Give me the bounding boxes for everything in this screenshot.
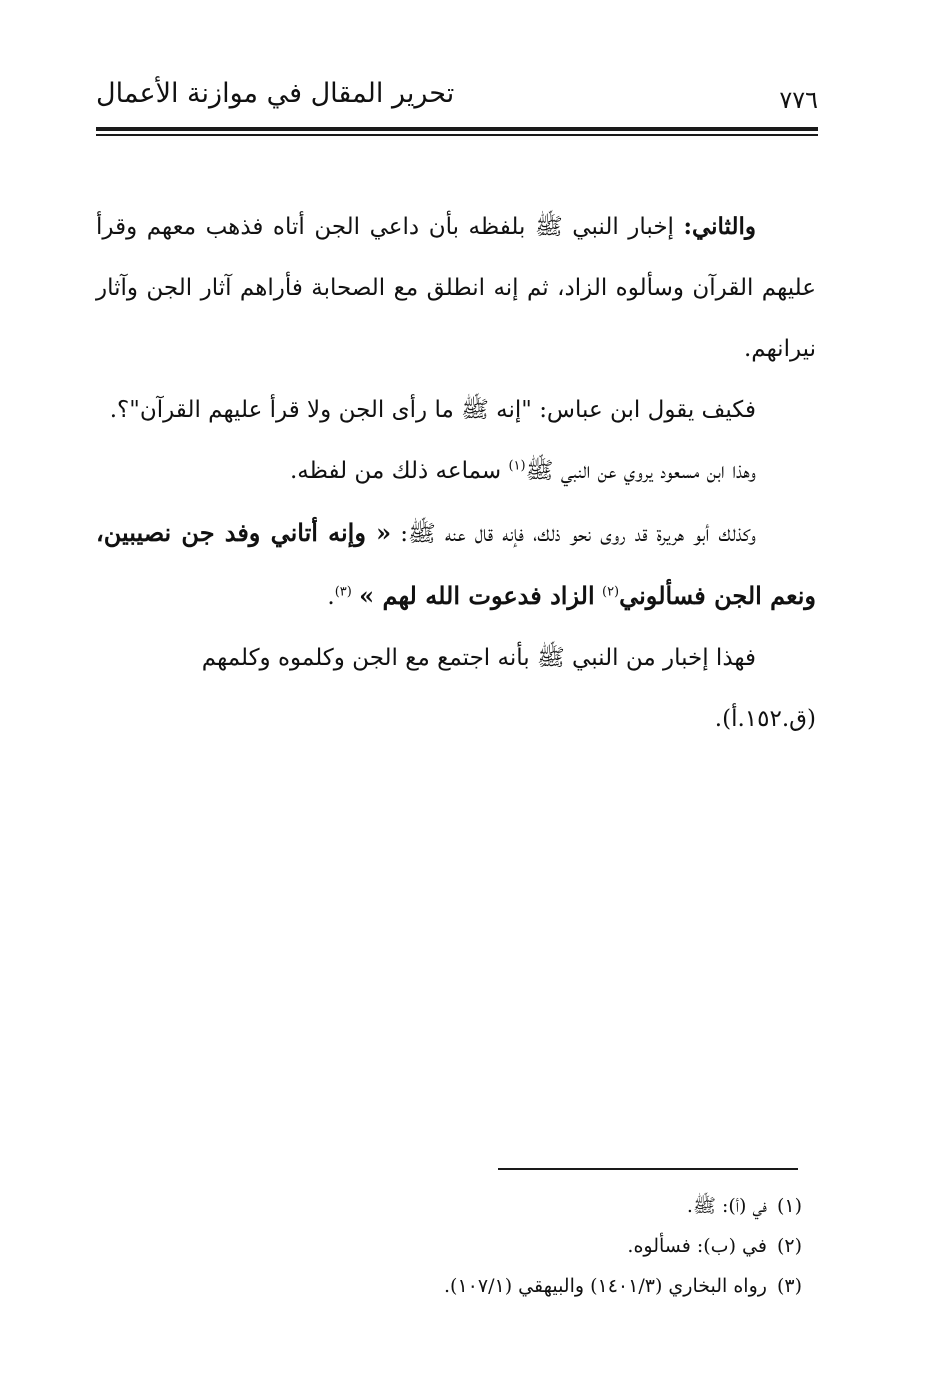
footnote-ref-2[interactable]: (٢) (601, 584, 620, 600)
footnote-2-text: في (ب): فسألوه. (627, 1235, 767, 1257)
footnote-ref-3[interactable]: (٣) (334, 584, 352, 600)
footnote-2-number: (٢) (776, 1235, 802, 1257)
hadith-quote-part-2: الزاد فدعوت الله لهم » (359, 581, 595, 610)
page-number: ٧٧٦ (779, 86, 818, 114)
paragraph-1 (96, 196, 816, 380)
footnote-3-number: (٣) (776, 1275, 802, 1297)
header-rule-thin (96, 134, 818, 136)
footnote-ref-1[interactable]: (١) (508, 458, 526, 474)
paragraph-4 (96, 502, 816, 628)
footnote-1 (342, 1186, 802, 1226)
header-rule-thick (96, 127, 818, 131)
footnote-1-number: (١) (776, 1195, 802, 1217)
page-header (96, 72, 818, 122)
manuscript-folio-marker: (ق.١٥٢.أ). (714, 706, 816, 732)
paragraph-4-before: وكذلك أبو هريرة قد روى نحو ذلك، فإنه قال عنه ﷺ: (400, 521, 757, 547)
paragraph-2 (96, 380, 816, 441)
paragraph-1-lead: والثاني: (683, 213, 756, 240)
paragraph-6 (96, 689, 816, 750)
paragraph-1-text: إخبار النبي ﷺ بلفظه بأن داعي الجن أتاه فذهب معهم وقرأ عليهم القرآن وسألوه الزاد، ثم إنه انطلق مع الصحابة فأراهم آثار الجن وآثار نيرانهم. (96, 214, 816, 362)
paragraph-3-before: وهذا ابن مسعود يروي عن النبي ﷺ (525, 458, 756, 484)
footnote-1-text: في (أ): ﷺ. (686, 1195, 767, 1217)
running-title: تحرير المقال في موازنة الأعمال (96, 78, 455, 109)
paragraph-3 (96, 441, 816, 502)
paragraph-5-text: فهذا إخبار من النبي ﷺ بأنه اجتمع مع الجن وكلموه وكلمهم (201, 645, 756, 671)
paragraph-3-after: سماعه ذلك من لفظه. (289, 458, 502, 484)
paragraph-2-text: فكيف يقول ابن عباس: "إنه ﷺ ما رأى الجن ولا قرأ عليهم القرآن"؟. (109, 397, 756, 423)
paragraph-4-end: . (327, 584, 335, 610)
hadith-quote-part-1: « وإنه أتاني وفد جن نصيبين، ونعم الجن فسألوني (96, 518, 816, 610)
body-text (96, 196, 816, 750)
paragraph-5 (96, 628, 816, 689)
footnote-2 (342, 1226, 802, 1266)
footnotes (342, 1186, 802, 1306)
footnote-3 (342, 1266, 802, 1306)
footnote-separator (498, 1168, 798, 1170)
footnote-3-text: رواه البخاري (١٤٠١/٣) والبيهقي (١٠٧/١). (444, 1275, 767, 1297)
